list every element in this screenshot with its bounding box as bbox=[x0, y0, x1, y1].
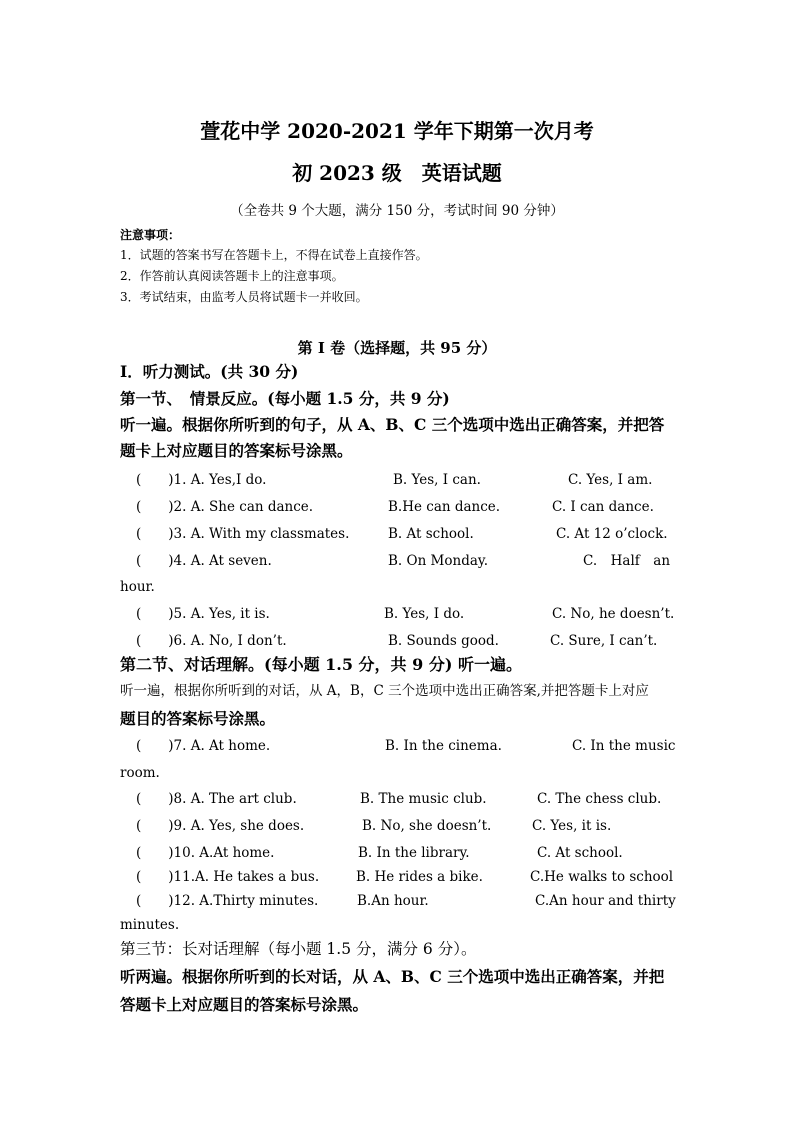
option-wrap: minutes. bbox=[120, 917, 180, 933]
option-c: C. At 12 o’clock. bbox=[556, 526, 668, 542]
option-wrap: room. bbox=[120, 765, 160, 781]
question-stem: ( )2. A. She can dance. bbox=[136, 499, 314, 515]
instruction-line: 听两遍。根据你所听到的长对话，从 A、B、C 三个选项中选出正确答案，并把 bbox=[120, 967, 665, 986]
question-stem: ( )11.A. He takes a bus. bbox=[136, 869, 320, 885]
option-b: B. No, she doesn’t. bbox=[362, 818, 492, 834]
option-b: B. Sounds good. bbox=[388, 633, 499, 649]
option-c: C. At school. bbox=[537, 845, 623, 861]
question-stem: ( )3. A. With my classmates. bbox=[136, 526, 350, 542]
option-c: C. Yes, I am. bbox=[568, 472, 653, 488]
option-b: B.An hour. bbox=[357, 893, 429, 909]
option-c: C. I can dance. bbox=[552, 499, 654, 515]
option-b: B. At school. bbox=[388, 526, 474, 542]
option-b: B. In the library. bbox=[358, 845, 470, 861]
option-c: C. No, he doesn’t. bbox=[552, 606, 675, 622]
option-wrap: hour. bbox=[120, 579, 155, 595]
option-c: C.He walks to school bbox=[530, 869, 674, 885]
question-stem: ( )8. A. The art club. bbox=[136, 791, 297, 807]
notice-heading: 注意事项： bbox=[120, 228, 181, 242]
notice-item: 3．考试结束，由监考人员将试题卡一并收回。 bbox=[120, 290, 368, 304]
option-b: B. In the cinema. bbox=[385, 738, 502, 754]
part-heading: 第 I 卷（选择题，共 95 分） bbox=[297, 339, 497, 357]
question-stem: ( )7. A. At home. bbox=[136, 738, 271, 754]
option-c: C. Sure, I can’t. bbox=[550, 633, 658, 649]
instruction-line: 答题卡上对应题目的答案标号涂黑。 bbox=[120, 995, 369, 1014]
option-c: C. The chess club. bbox=[537, 791, 662, 807]
option-b: B. On Monday. bbox=[388, 553, 489, 569]
question-stem: ( )9. A. Yes, she does. bbox=[136, 818, 305, 834]
exam-title: 萱花中学 2020-2021 学年下期第一次月考 bbox=[200, 119, 594, 143]
notice-item: 2．作答前认真阅读答题卡上的注意事项。 bbox=[120, 269, 344, 283]
option-c: C. Half an bbox=[583, 553, 671, 569]
question-stem: ( )5. A. Yes, it is. bbox=[136, 606, 270, 622]
notice-item: 1．试题的答案书写在答题卡上，不得在试卷上直接作答。 bbox=[120, 248, 428, 262]
option-b: B. Yes, I do. bbox=[384, 606, 465, 622]
question-stem: ( )12. A.Thirty minutes. bbox=[136, 893, 319, 909]
option-b: B. Yes, I can. bbox=[393, 472, 481, 488]
exam-info: （全卷共 9 个大题，满分 150 分，考试时间 90 分钟） bbox=[230, 203, 564, 219]
exam-subtitle-grade: 初 2023 级 英语试题 bbox=[292, 161, 502, 185]
option-c: C.An hour and thirty bbox=[535, 893, 676, 909]
instruction-line: 听一遍。根据你所听到的句子，从 A、B、C 三个选项中选出正确答案，并把答 bbox=[120, 415, 665, 434]
question-stem: ( )10. A.At home. bbox=[136, 845, 275, 861]
section-title: Ⅰ．听力测试。(共 30 分) bbox=[120, 362, 299, 381]
option-c: C. Yes, it is. bbox=[532, 818, 612, 834]
question-stem: ( )6. A. No, I don’t. bbox=[136, 633, 287, 649]
subsection-title: 第二节、对话理解。(每小题 1.5 分，共 9 分) 听一遍。 bbox=[120, 655, 522, 674]
question-stem: ( )1. A. Yes,I do. bbox=[136, 472, 267, 488]
question-stem: ( )4. A. At seven. bbox=[136, 553, 272, 569]
subsection-title: 第三节：长对话理解（每小题 1.5 分，满分 6 分）。 bbox=[120, 940, 477, 958]
instruction-line: 听一遍，根据你所听到的对话，从 A，B，C 三个选项中选出正确答案,并把答题卡上对应 bbox=[120, 683, 649, 699]
option-c: C. In the music bbox=[572, 738, 676, 754]
instruction-line: 题卡上对应题目的答案标号涂黑。 bbox=[120, 441, 353, 460]
option-b: B. The music club. bbox=[360, 791, 487, 807]
option-b: B. He rides a bike. bbox=[356, 869, 483, 885]
option-b: B.He can dance. bbox=[388, 499, 501, 515]
subsection-title: 第一节、 情景反应。(每小题 1.5 分，共 9 分) bbox=[120, 389, 450, 408]
instruction-line: 题目的答案标号涂黑。 bbox=[120, 709, 276, 728]
